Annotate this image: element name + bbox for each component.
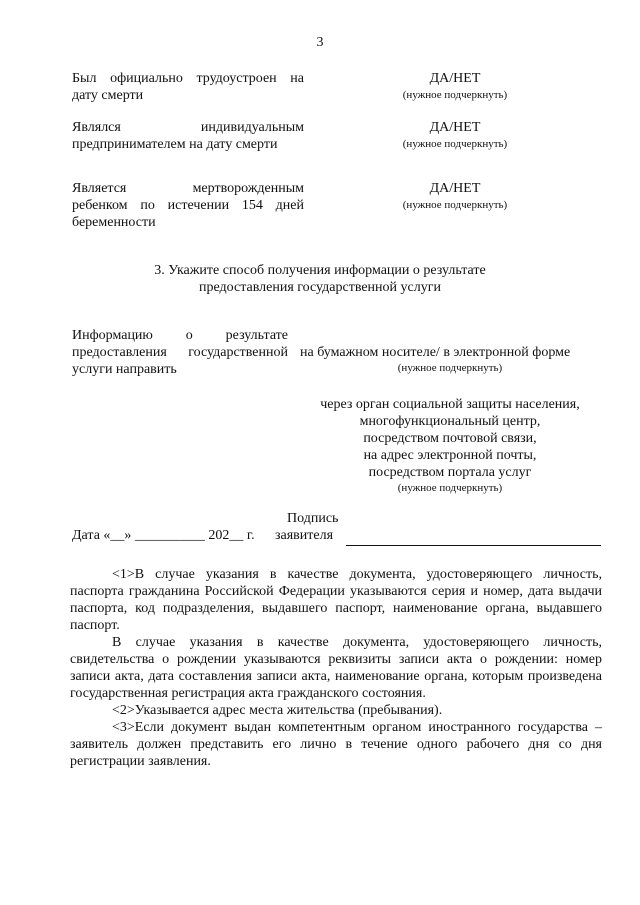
section-title: [60, 262, 580, 296]
footnote-3: <3>Если документ выдан компетентным органом иностранного государства – заявитель должен представить его лично в течение одного рабочего дня со дня регистрации заявления.: [70, 720, 602, 769]
footnote-1: <1>В случае указания в качестве документа, удостоверяющего личность, паспорта гражданина Российской Федерации указываются серия и номер, дата выдачи паспорта, код подразделения, выдавшего паспорт, наименование органа, выдавшего паспорт.: [70, 567, 602, 633]
channel-option[interactable]: на адрес электронной почты,: [363, 448, 537, 463]
field-stillborn-label: [72, 180, 304, 231]
date-line[interactable]: Дата «__» __________ 202__ г.: [72, 528, 255, 543]
section-title-line: предоставления государственной услуги: [199, 280, 441, 295]
field-entrepreneur-hint: (нужное подчеркнуть): [402, 138, 508, 150]
channel-option[interactable]: посредством почтовой связи,: [363, 431, 537, 446]
label-line: предпринимателем на дату смерти: [72, 137, 278, 152]
label-line: Является мертворожденным: [72, 181, 304, 196]
label-line: Был официально трудоустроен на: [72, 71, 304, 86]
signature-caption-top: Подпись: [287, 511, 339, 526]
field-employed-hint: (нужное подчеркнуть): [402, 89, 508, 101]
label-line: предоставления государственной: [72, 345, 288, 360]
signature-line[interactable]: [346, 545, 601, 546]
footnotes: [70, 566, 602, 770]
label-line: беременности: [72, 215, 156, 230]
field-stillborn-value[interactable]: ДА/НЕТ: [429, 181, 481, 196]
format-hint: (нужное подчеркнуть): [397, 362, 503, 374]
section-title-line: 3. Укажите способ получения информации о результате: [154, 263, 486, 278]
channel-option[interactable]: через орган социальной защиты населения,: [320, 397, 580, 412]
format-options[interactable]: на бумажном носителе/ в электронной форме: [300, 345, 571, 360]
label-line: ребенком по истечении 154 дней: [72, 198, 304, 213]
label-line: дату смерти: [72, 88, 144, 103]
footnote-2: <2>Указывается адрес места жительства (пребывания).: [112, 703, 443, 718]
channel-option[interactable]: посредством портала услуг: [368, 465, 532, 480]
channel-list: [300, 396, 600, 481]
label-line: услуги направить: [72, 362, 177, 377]
page-number: 3: [316, 35, 324, 50]
label-line: Информацию о результате: [72, 328, 288, 343]
signature-caption-bottom: заявителя: [275, 528, 334, 543]
field-entrepreneur-value[interactable]: ДА/НЕТ: [429, 120, 481, 135]
field-entrepreneur-label: [72, 119, 304, 153]
info-label: [72, 327, 288, 378]
field-employed-value[interactable]: ДА/НЕТ: [429, 71, 481, 86]
channels-hint: (нужное подчеркнуть): [397, 482, 503, 494]
footnote-1-continued: В случае указания в качестве документа, удостоверяющего личность, свидетельства о рождении указываются реквизиты записи акта о рождении: номер записи акта, дата составления записи акта, наименование органа, которым произведена государственная регистрация акта гражданского состояния.: [70, 635, 602, 701]
field-employed-label: [72, 70, 304, 104]
channel-option[interactable]: многофункциональный центр,: [359, 414, 541, 429]
field-stillborn-hint: (нужное подчеркнуть): [402, 199, 508, 211]
label-line: Являлся индивидуальным: [72, 120, 304, 135]
